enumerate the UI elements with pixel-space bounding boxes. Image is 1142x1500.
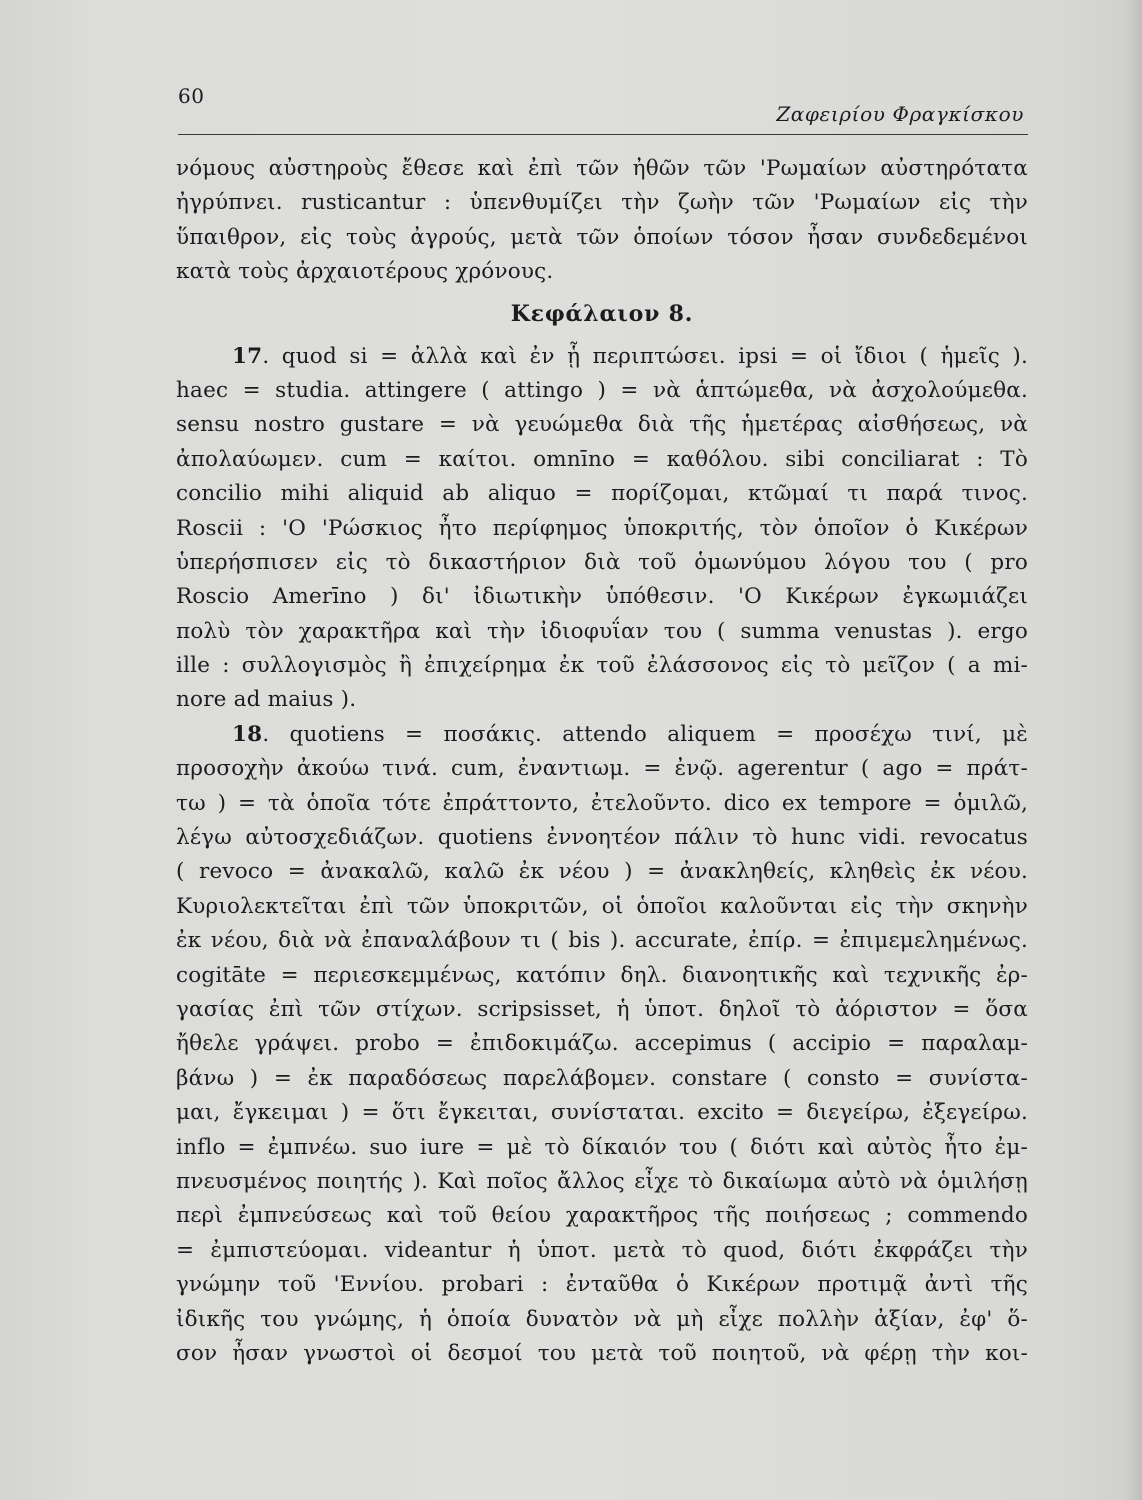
text-line: πολὺ τὸν χαρακτῆρα καὶ τὴν ἰδιοφυΐαν του ( summa venustas ). ergo bbox=[176, 618, 1028, 644]
section-number: 18 bbox=[232, 721, 263, 747]
text-line: ἠγρύπνει. rusticantur : ὑπενθυμίζει τὴν ζωὴν τῶν 'Ρωμαίων εἰς τὴν bbox=[176, 190, 1028, 216]
chapter-heading: Κεφάλαιον 8. bbox=[510, 300, 694, 327]
text-line: προσοχὴν ἀκούω τινά. cum, ἐναντιωμ. = ἐνῷ. agerentur ( ago = πράτ- bbox=[176, 756, 1028, 782]
text-line: λέγω αὐτοσχεδιάζων. quotiens ἐννοητέον πάλιν τὸ hunc vidi. revocatus bbox=[176, 825, 1028, 851]
text-line: Roscii : 'Ο 'Ρώσκιος ἦτο περίφημος ὑποκριτής, τὸν ὁποῖον ὁ Κικέρων bbox=[176, 515, 1028, 541]
text-line: Roscio Amerīno ) δι' ἰδιωτικὴν ὑπόθεσιν. 'Ο Κικέρων ἐγκωμιάζει bbox=[176, 584, 1028, 610]
text-line: σον ἦσαν γνωστοὶ οἱ δεσμοί του μετὰ τοῦ ποιητοῦ, νὰ φέρῃ τὴν κοι- bbox=[176, 1340, 1028, 1366]
text-line: περὶ ἐμπνεύσεως καὶ τοῦ θείου χαρακτῆρος τῆς ποιήσεως ; commendo bbox=[176, 1203, 1028, 1229]
text-line: ἐκ νέου, διὰ νὰ ἐπαναλάβουν τι ( bis ). accurate, ἐπίρ. = ἐπιμεμελημένως. bbox=[176, 928, 1028, 954]
page-number: 60 bbox=[178, 84, 205, 108]
text-line: cogitāte = περιεσκεμμένως, κατόπιν δηλ. διανοητικῆς καὶ τεχνικῆς ἐρ- bbox=[176, 962, 1028, 988]
body-text bbox=[176, 152, 1028, 1371]
section-17-first-line bbox=[176, 340, 1028, 374]
section-18-first-line-text: . quotiens = ποσάκις. attendo aliquem = προσέχω τινί, μὲ bbox=[262, 721, 1028, 747]
text-line: ὕπαιθρον, εἰς τοὺς ἀγρούς, μετὰ τῶν ὁποίων τόσον ἦσαν συνδεδεμένοι bbox=[176, 224, 1028, 250]
text-line: inflo = ἐμπνέω. suo iure = μὲ τὸ δίκαιόν του ( διότι καὶ αὐτὸς ἦτο ἐμ- bbox=[176, 1134, 1028, 1160]
page-edge-shadow bbox=[1124, 0, 1142, 1500]
text-line: κατὰ τοὺς ἀρχαιοτέρους χρόνους. bbox=[176, 259, 554, 285]
text-line: nore ad maius ). bbox=[176, 687, 357, 713]
text-line: μαι, ἔγκειμαι ) = ὅτι ἔγκειται, συνίσταται. excito = διεγείρω, ἐξεγείρω. bbox=[176, 1100, 1028, 1126]
section-18-first-line bbox=[176, 718, 1028, 752]
text-line: ille : συλλογισμὸς ἢ ἐπιχείρημα ἐκ τοῦ ἐλάσσονος εἰς τὸ μεῖζον ( a mi- bbox=[176, 653, 1028, 679]
section-17-first-line-text: . quod si = ἀλλὰ καὶ ἐν ᾗ περιπτώσει. ipsi = οἱ ἴδιοι ( ἡμεῖς ). bbox=[262, 343, 1028, 369]
text-line: ( revoco = ἀνακαλῶ, καλῶ ἐκ νέου ) = ἀνακληθείς, κληθεὶς ἐκ νέου. bbox=[176, 859, 1028, 885]
text-line: γασίας ἐπὶ τῶν στίχων. scripsisset, ἡ ὑποτ. δηλοῖ τὸ ἀόριστον = ὅσα bbox=[176, 996, 1028, 1022]
text-line: τω ) = τὰ ὁποῖα τότε ἐπράττοντο, ἐτελοῦντο. dico ex tempore = ὁμιλῶ, bbox=[176, 790, 1028, 816]
text-line: γνώμην τοῦ 'Εννίου. probari : ἐνταῦθα ὁ Κικέρων προτιμᾷ ἀντὶ τῆς bbox=[176, 1272, 1028, 1298]
text-line: concilio mihi aliquid ab aliquo = πορίζομαι, κτῶμαί τι παρά τινος. bbox=[176, 481, 1028, 507]
section-number: 17 bbox=[232, 343, 263, 369]
text-line: ἀπολαύωμεν. cum = καίτοι. omnīno = καθόλου. sibi conciliarat : Τὸ bbox=[176, 446, 1028, 472]
text-line: = ἐμπιστεύομαι. videantur ἡ ὑποτ. μετὰ τὸ quod, διότι ἐκφράζει τὴν bbox=[176, 1237, 1028, 1263]
text-line: πνευσμένος ποιητής ). Καὶ ποῖος ἄλλος εἶχε τὸ δικαίωμα αὐτὸ νὰ ὁμιλήσῃ bbox=[176, 1168, 1028, 1194]
text-line: ἰδικῆς του γνώμης, ἡ ὁποία δυνατὸν νὰ μὴ εἶχε πολλὴν ἀξίαν, ἐφ' ὅ- bbox=[176, 1306, 1028, 1332]
text-line: ἤθελε γράψει. probo = ἐπιδοκιμάζω. accepimus ( accipio = παραλαμ- bbox=[176, 1031, 1028, 1057]
text-line: νόμους αὐστηροὺς ἔθεσε καὶ ἐπὶ τῶν ἠθῶν τῶν 'Ρωμαίων αὐστηρότατα bbox=[176, 156, 1028, 181]
text-line: sensu nostro gustare = νὰ γευώμεθα διὰ τῆς ἡμετέρας αἰσθήσεως, νὰ bbox=[176, 412, 1028, 438]
text-line: Κυριολεκτεῖται ἐπὶ τῶν ὑποκριτῶν, οἱ ὁποῖοι καλοῦνται εἰς τὴν σκηνὴν bbox=[176, 893, 1028, 919]
text-line: ὑπερήσπισεν εἰς τὸ δικαστήριον διὰ τοῦ ὁμωνύμου λόγου του ( pro bbox=[176, 549, 1028, 575]
text-line: haec = studia. attingere ( attingo ) = νὰ ἁπτώμεθα, νὰ ἀσχολούμεθα. bbox=[176, 377, 1028, 403]
text-line: βάνω ) = ἐκ παραδόσεως παρελάβομεν. constare ( consto = συνίστα- bbox=[176, 1065, 1028, 1091]
running-head: Ζαφειρίου Φραγκίσκου bbox=[776, 102, 1024, 126]
page-header bbox=[178, 84, 1028, 135]
